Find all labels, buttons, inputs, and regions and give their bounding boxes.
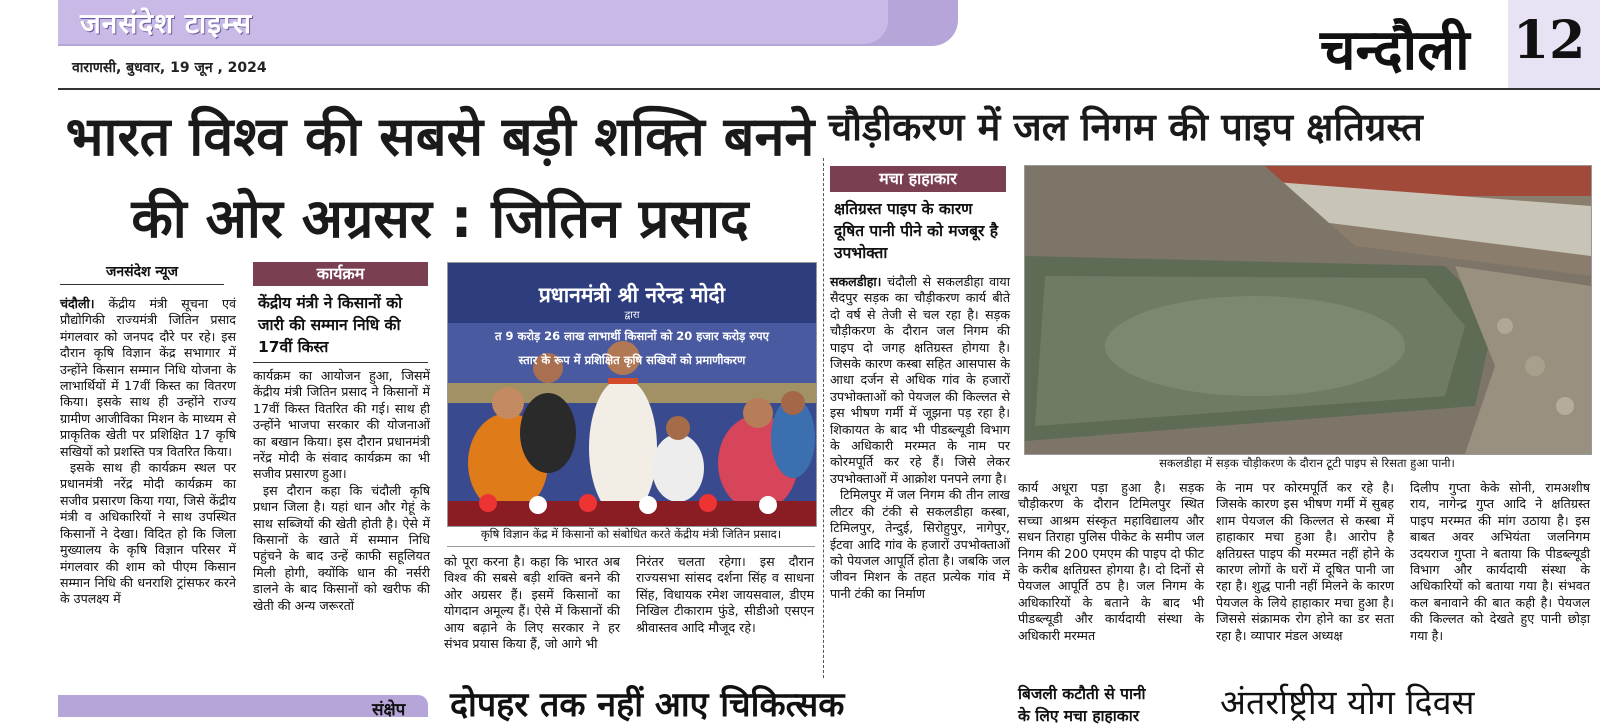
page-margin xyxy=(0,0,58,717)
story2-subheadline: क्षतिग्रस्त पाइप के कारण दूषित पानी पीने को मजबूर है उपभोक्ता xyxy=(834,200,998,262)
bottom-headline-2: बिजली कटौती से पानी xyxy=(1018,685,1146,703)
story1-paragraph: कार्यक्रम का आयोजन हुआ, जिसमें केंद्रीय मंत्री जितिन प्रसाद ने किसानों में 17वीं किस्त वितरित की गई। साथ ही उन्होंने भाजपा सरकार की योजनाओं का बखान किया। इस दौरान प्रधानमंत्री नरेंद्र मोदी के संवाद कार्यक्रम का भी सजीव प्रसारण हुआ। xyxy=(253,368,430,482)
story1-paragraph xyxy=(60,296,236,460)
story1-paragraph: इसके साथ ही कार्यक्रम स्थल पर प्रधानमंत्री नरेंद्र मोदी कार्यक्रम का सजीव प्रसारण किया गया, जिसे केंद्रीय मंत्री व अधिकारियों ने साथ उपस्थित किसानों ने देखा। विदित हो कि जिला मुख्यालय के कृषि विज्ञान परिसर में मंगलवार की शाम को पीएम किसान सम्मान निधि की धनराशि ट्रांसफर करने के उपलक्ष्य में xyxy=(60,460,236,607)
newspaper-logo: जनसंदेश टाइम्स xyxy=(80,7,253,40)
story1-column-1 xyxy=(60,296,236,608)
section-title: चन्दौली xyxy=(1320,18,1470,83)
story1-text: केंद्रीय मंत्री सूचना एवं प्रौद्योगिकी राज्यमंत्री जितिन प्रसाद मंगलवार को जनपद दौरे पर रहे। इस दौरान कृषि विज्ञान केंद्र सभागार में उन्होंने किसान सम्मान निधि योजना के लाभार्थियों में 17वीं किस्त का वितरण किया। इसके साथ ही उन्होंने राज्य ग्रामीण आजीविका मिशन के माध्यम से प्राकृतिक खेती पर प्रशिक्षित 17 कृषि सखियों को प्रशस्ति पत्र वितरित किया। xyxy=(60,296,236,459)
story1-headline xyxy=(60,96,820,260)
story2-paragraph xyxy=(830,274,1010,487)
bottom-headline-3: अंतर्राष्ट्रीय योग दिवस xyxy=(1220,683,1475,723)
pipe-leak-photo-illustration xyxy=(1025,166,1591,454)
story1-column-2 xyxy=(253,368,430,614)
story2-column-2: कार्य अधूरा पड़ा हुआ है। सड़क चौड़ीकरण के दौरान टिमिलपुर स्थित सच्चा आश्रम संस्कृत महाविद्यालय और सधन तिराहा पुलिस पीकेट के समीप जल निगम की 200 एमएम की पाइप दो फीट के करीब क्षतिग्रस्त होगया है। दो दिनों से पेयजल आपूर्ति ठप है। जल निगम के अधिकारियों के बताने के बाद भी पीडब्ल्यूडी और कार्यदायी संस्था के अधिकारी मरम्मत xyxy=(1018,480,1204,643)
story2-paragraph: टिमिलपुर में जल निगम की तीन लाख लीटर की टंकी से सकलडीहा कस्बा, टिमिलपुर, तेन्दुई, सिरोहुपुर, नागेपुर, ईटवा आदि गांव के हजारों उपभोक्ताओं को पेयजल आपूर्ति होता है। जबकि जल जीवन मिशन के तहत प्रत्येक गांव में पानी टंकी का निर्माण xyxy=(830,487,1010,601)
bottom-headline-1: दोपहर तक नहीं आए चिकित्सक xyxy=(450,685,845,725)
photo-banner-line3: त 9 करोड़ 26 लाख लाभार्थी किसानों को 20 हजार करोड़ रुपए xyxy=(494,329,770,343)
column-divider xyxy=(823,158,825,678)
story1-subheadline: केंद्रीय मंत्री ने किसानों को जारी की सम्मान निधि की 17वीं किस्त xyxy=(258,294,403,356)
story2-column-3: के नाम पर कोरमपूर्ति कर रहे है। जिसके कारण इस भीषण गर्मी में सुबह शाम पेयजल की किल्लत से कस्बा में हाहाकार मचा हुआ है। आरोप है क्षतिग्रस्त पाइप की मरम्मत नहीं होने के कारण लोगों के घरों में दूषित पानी जा रहा है। शुद्ध पानी नहीं मिलने के कारण पेयजल के लिये हाहाकार मचा हुआ है। जिससे संक्रामक रोग होने का डर सता रहा है। व्यापार मंडल अध्यक्ष xyxy=(1216,480,1394,643)
masthead-rule xyxy=(58,88,1600,90)
story1-column-4: निरंतर चलता रहेगा। इस दौरान राज्यसभा सांसद दर्शना सिंह व साधना सिंह, विधायक रमेश जायसवाल, डीएम निखिल टीकाराम फुंडे, सीडीओ एसएन श्रीवास्तव आदि मौजूद रहे। xyxy=(636,554,814,635)
photo-banner-line2: द्वारा xyxy=(624,310,640,321)
edition-dateline: वाराणसी, बुधवार, 19 जून , 2024 xyxy=(72,60,267,76)
brief-section-label: संक्षेप xyxy=(372,700,406,720)
story2-tag: मचा हाहाकार xyxy=(830,166,1006,192)
byline: जनसंदेश न्यूज xyxy=(60,262,224,285)
story1-photo-caption: कृषि विज्ञान केंद्र में किसानों को संबोधित करते केंद्रीय मंत्री जितिन प्रसाद। xyxy=(447,527,815,547)
story2-dateline-lead: सकलडीहा। xyxy=(830,274,882,289)
story1-headline-line2: की ओर अग्रसर : जितिन प्रसाद xyxy=(131,187,749,250)
story1-paragraph: इस दौरान कहा कि चंदौली कृषि प्रधान जिला है। यहां धान और गेहूं के साथ सब्जियों की खेती होती है। ऐसे में किसानों के खाते में सम्मान निधि पहुंचने के बाद उन्हें काफी सहूलियत मिली होगी, क्योंकि धान की नर्सरी डालने के बाद किसानों को खरीफ की खेती की अन्य जरूरतों xyxy=(253,482,430,613)
story1-photo xyxy=(447,262,817,527)
bottom-headline-2-sub: के लिए मचा हाहाकार xyxy=(1018,707,1140,725)
story2-photo-caption: सकलडीहा में सड़क चौड़ीकरण के दौरान टूटी पाइप से रिसता हुआ पानी। xyxy=(1159,456,1455,470)
story2-column-1 xyxy=(830,274,1010,602)
story1-tag: कार्यक्रम xyxy=(253,262,428,286)
story1-dateline-lead: चंदौली। xyxy=(60,296,95,311)
story1-headline-line1: भारत विश्व की सबसे बड़ी शक्ति बनने xyxy=(65,105,815,168)
subhead-rule xyxy=(253,362,428,363)
story2-photo xyxy=(1024,165,1592,455)
photo-banner-line1: प्रधानमंत्री श्री नरेन्द्र मोदी xyxy=(538,283,726,307)
story2-headline: चौड़ीकरण में जल निगम की पाइप क्षतिग्रस्त xyxy=(828,105,1423,149)
story1-column-3: को पूरा करना है। कहा कि भारत अब विश्व की सबसे बड़ी शक्ति बनने की ओर अग्रसर हैं। इसमें किसानों का योगदान अमूल्य हैं। ऐसे में किसानों की आय बढ़ाने के लिए सरकार ने हर संभव प्रयास किया हैं, जो आगे भी xyxy=(444,554,620,652)
photo-banner-line4: स्तार के रूप में प्रशिक्षित कृषि सखियों को प्रमाणीकरण xyxy=(518,353,746,367)
story2-column-4: दिलीप गुप्ता केके सोनी, रामअशीष राय, नागेन्द्र गुप्त आदि ने क्षतिग्रस्त पाइप मरम्मत की मांग उठाया है। इस बाबत अवर अभियंता जलनिगम उदयराज गुप्ता ने बताया कि पीडब्ल्यूडी विभाग और कार्यदायी संस्था के अधिकारियों को बताया गया है। संभवत कल बनावाने की बात कही है। पेयजल की किल्लत को देखते हुए पानी छोड़ा गया है। xyxy=(1410,480,1590,643)
page-number: 12 xyxy=(1513,10,1586,71)
story2-text: चंदौली से सकलडीहा वाया सैदपुर सड़क का चौड़ीकरण कार्य बीते दो वर्ष से तेजी से चल रहा है। सड़क चौड़ीकरण के दौरान जल निगम की पाइप दो जगह क्षतिग्रस्त होगया है। जिसके कारण कस्बा सहित आसपास के आधा दर्जन से अधिक गांव के हजारों उपभोक्ताओं को पेयजल की किल्लत से इस भीषण गर्मी में जूझना पड़ रहा है। शिकायत के बाद भी पीडब्ल्यूडी विभाग के अधिकारी मरम्मत के नाम पर कोरमपूर्ति कर रहे हैं। जिसे लेकर उपभोक्ताओं में आक्रोश पनपने लगा है। xyxy=(830,274,1010,486)
